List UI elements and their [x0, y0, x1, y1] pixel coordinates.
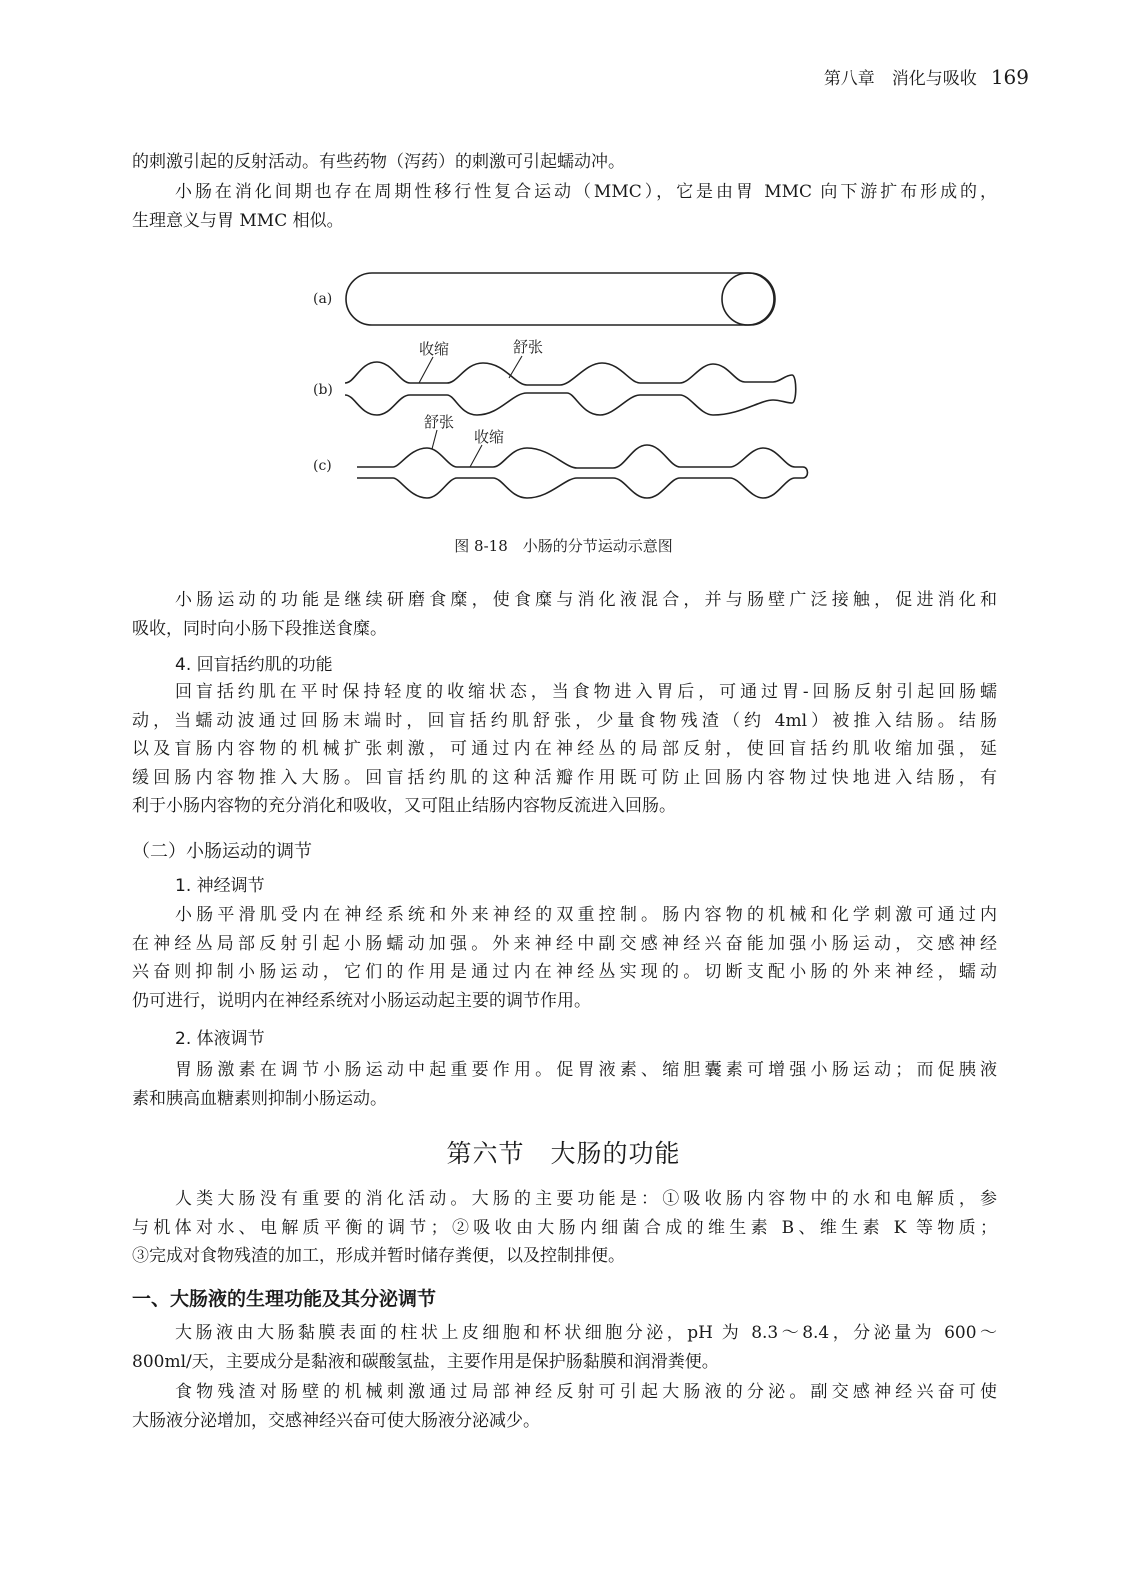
paragraph [132, 1378, 997, 1435]
panel-label: (b) [313, 382, 333, 398]
text-line: 仍可进行，说明内在神经系统对小肠运动起主要的调节作用。 [132, 990, 591, 1011]
text-line: 胃肠激素在调节小肠运动中起重要作用。促胃液素、缩胆囊素可增强小肠运动；而促胰液 [175, 1060, 997, 1080]
text-line: 食物残渣对肠壁的机械刺激通过局部神经反射可引起大肠液的分泌。副交感神经兴奋可使 [175, 1382, 997, 1402]
text-line: 在神经丛局部反射引起小肠蠕动加强。外来神经中副交感神经兴奋能加强小肠运动，交感神经 [132, 933, 997, 954]
paragraph [132, 1319, 997, 1376]
text-line: 小肠在消化间期也存在周期性移行性复合运动（MMC），它是由胃 MMC 向下游扩布形成的， [175, 182, 997, 202]
figure-caption: 图 8-18 小肠的分节运动示意图 [454, 537, 673, 555]
text-line: 素和胰高血糖素则抑制小肠运动。 [132, 1088, 387, 1109]
text-line: 800ml/天，主要成分是黏液和碳酸氢盐，主要作用是保护肠黏膜和润滑粪便。 [132, 1351, 719, 1372]
subheading: （二）小肠运动的调节 [132, 841, 312, 862]
paragraph [132, 901, 997, 1015]
text-line: ③完成对食物残渣的加工，形成并暂时储存粪便，以及控制排便。 [132, 1246, 625, 1267]
text-line: 吸收，同时向小肠下段推送食糜。 [132, 618, 387, 639]
tube-c [357, 445, 808, 498]
label-relax: 舒张 [424, 413, 455, 431]
text-line: 利于小肠内容物的充分消化和吸收，又可阻止结肠内容物反流进入回肠。 [132, 796, 676, 817]
text-line: 的刺激引起的反射活动。有些药物（泻药）的刺激可引起蠕动冲。 [132, 152, 625, 172]
label-contract: 收缩 [419, 340, 450, 358]
text-line: 动，当蠕动波通过回肠末端时，回盲括约肌舒张，少量食物残渣（约 4ml）被推入结肠。结肠 [132, 710, 997, 731]
leader-line [509, 356, 522, 378]
panel-label: (a) [313, 291, 333, 307]
paragraph [132, 586, 997, 643]
section-title: 第六节 大肠的功能 [446, 1139, 681, 1168]
section-heading: 一、大肠液的生理功能及其分泌调节 [132, 1288, 437, 1310]
text-line: 生理意义与胃 MMC 相似。 [132, 210, 344, 231]
text-line: 人类大肠没有重要的消化活动。大肠的主要功能是：①吸收肠内容物中的水和电解质，参 [175, 1189, 997, 1209]
paragraph [132, 1056, 997, 1113]
text-line: 与机体对水、电解质平衡的调节；②吸收由大肠内细菌合成的维生素 B、维生素 K 等物质； [132, 1217, 997, 1238]
subheading: 4. 回盲括约肌的功能 [175, 655, 333, 675]
leader-line [432, 430, 437, 449]
subheading: 2. 体液调节 [175, 1029, 265, 1049]
leader-line [470, 445, 482, 467]
tube-a-end [722, 273, 774, 325]
panel-label: (c) [313, 458, 332, 474]
label-relax: 舒张 [513, 338, 544, 356]
page-number: 169 [990, 65, 1029, 89]
subheading: 1. 神经调节 [175, 876, 265, 896]
paragraph [132, 678, 997, 821]
text-line: 小肠平滑肌受内在神经系统和外来神经的双重控制。肠内容物的机械和化学刺激可通过内 [175, 905, 997, 925]
text-line: 缓回肠内容物推入大肠。回盲括约肌的这种活瓣作用既可防止回肠内容物过快地进入结肠，有 [132, 767, 997, 788]
chapter-title: 第八章 消化与吸收 [823, 69, 977, 89]
text-line: 兴奋则抑制小肠运动，它们的作用是通过内在神经丛实现的。切断支配小肠的外来神经，蠕动 [132, 962, 997, 983]
text-line: 回盲括约肌在平时保持轻度的收缩状态，当食物进入胃后，可通过胃-回肠反射引起回肠蠕 [175, 682, 997, 702]
text-line: 小肠运动的功能是继续研磨食糜，使食糜与消化液混合，并与肠壁广泛接触，促进消化和 [175, 590, 997, 610]
paragraph [132, 1185, 997, 1271]
tube-b [345, 362, 796, 415]
label-contract: 收缩 [474, 428, 505, 446]
tube-a [346, 273, 775, 325]
segmentation-figure [0, 0, 1127, 560]
text-line: 大肠液分泌增加，交感神经兴奋可使大肠液分泌减少。 [132, 1410, 540, 1431]
leader-line [419, 357, 433, 383]
text-line: 以及盲肠内容物的机械扩张刺激，可通过内在神经丛的局部反射，使回盲括约肌收缩加强，延 [132, 739, 997, 760]
text-line: 大肠液由大肠黏膜表面的柱状上皮细胞和杯状细胞分泌，pH 为 8.3～8.4，分泌量为 600～ [175, 1323, 997, 1343]
